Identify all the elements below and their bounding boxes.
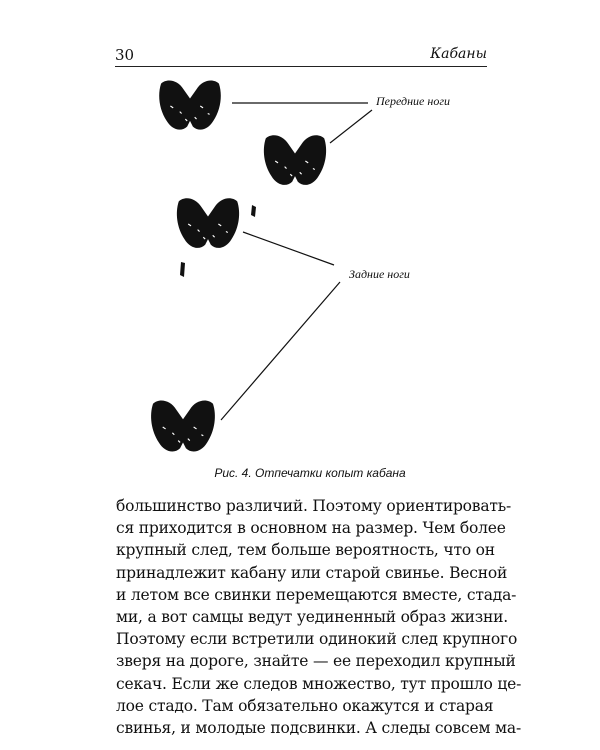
text-line: свинья, и молодые подсвинки. А следы совсем ма- (116, 719, 521, 738)
text-line: Поэтому если встретили одинокий след крупного (116, 630, 518, 649)
label-hind-legs: Задние ноги (349, 267, 410, 281)
hind-hoofprint-2 (151, 401, 215, 452)
page-number: 30 (115, 46, 135, 64)
hind-hoofprint-1 (177, 198, 239, 248)
front-hoofprint-1 (159, 80, 221, 129)
text-line: крупный след, тем больше вероятность, что он (116, 541, 495, 560)
leader-line-front-2 (330, 110, 372, 143)
text-line: принадлежит кабану или старой свинье. Весной (116, 563, 508, 582)
running-head: Кабаны (430, 46, 487, 62)
label-front-legs: Передние ноги (376, 94, 451, 108)
text-line: ми, а вот самцы ведут уединенный образ жизни. (116, 608, 509, 627)
front-hoofprint-2 (264, 135, 326, 185)
text-line: большинство различий. Поэтому ориентировать- (116, 497, 512, 515)
figure-caption: Рис. 4. Отпечатки копыт кабана (214, 466, 406, 480)
text-line: секач. Если же следов множество, тут прошло це- (116, 674, 522, 693)
leader-line-hind-1 (243, 232, 334, 265)
leader-line-hind-2 (221, 282, 340, 420)
text-line: лое стадо. Там обязательно окажутся и старая (116, 696, 494, 715)
text-line: и летом все свинки перемещаются вместе, стада- (116, 585, 517, 604)
body-paragraph (116, 495, 522, 739)
text-line: зверя на дороге, знайте — ее переходил крупный (116, 652, 516, 671)
text-line: ся приходится в основном на размер. Чем более (116, 519, 506, 538)
